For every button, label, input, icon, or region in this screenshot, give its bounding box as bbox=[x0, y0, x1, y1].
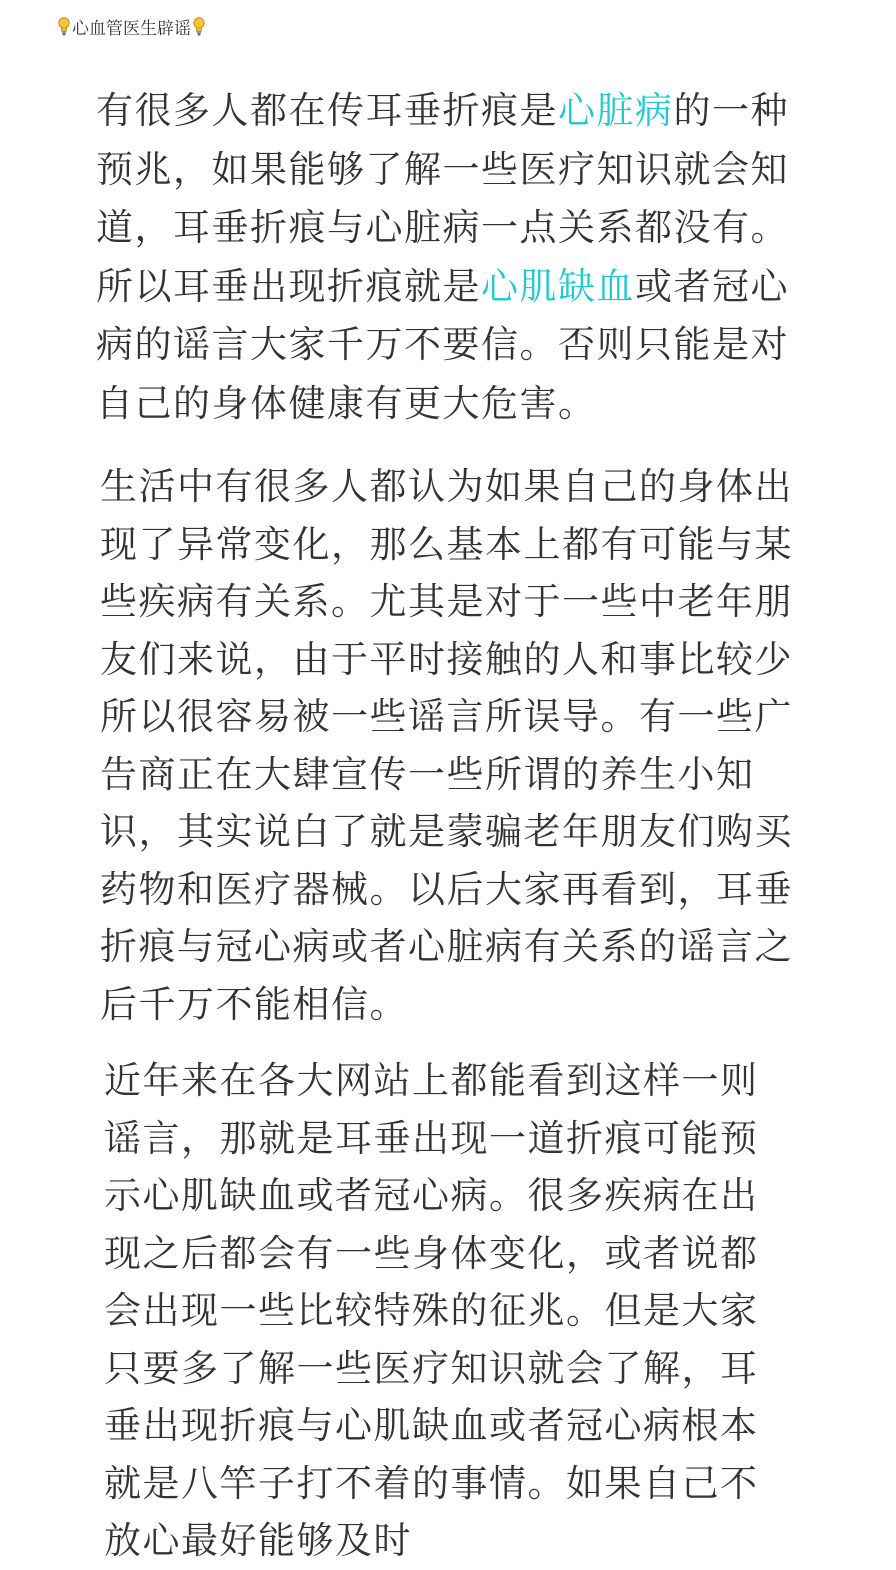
paragraph-text: 或者冠心病的谣言大家千万不要信。否则只能是对自己的身体健康有更大危害。 bbox=[96, 264, 789, 425]
paragraph-text: 有很多人都在传耳垂折痕是 bbox=[96, 89, 558, 132]
paragraph-text: 的一种预兆，如果能够了解一些医疗知识就会知道，耳垂折痕与心脏病一点关系都没有。所以耳垂出现折痕就是 bbox=[96, 89, 789, 308]
header-title: 心血管医生辟谣 bbox=[72, 18, 191, 39]
article-paragraph-3: 近年来在各大网站上都能看到这样一则谣言，那就是耳垂出现一道折痕可能预示心肌缺血或者冠心病。很多疾病在出现之后都会有一些身体变化，或者说都会出现一些比较特殊的征兆。但是大家只要多了解一些医疗知识就会了解，耳垂出现折痕与心肌缺血或者冠心病根本就是八竿子打不着的事情。如果自己不放心最好能够及时 bbox=[104, 1059, 759, 1562]
article-paragraph-2: 生活中有很多人都认为如果自己的身体出现了异常变化，那么基本上都有可能与某些疾病有关系。尤其是对于一些中老年朋友们来说，由于平时接触的人和事比较少所以很容易被一些谣言所误导。有一些广告商正在大肆宣传一些所谓的养生小知识，其实说白了就是蒙骗老年朋友们购买药物和医疗器械。以后大家再看到，耳垂折痕与冠心病或者心脏病有关系的谣言之后千万不能相信。 bbox=[100, 465, 793, 1026]
heart-disease-link[interactable]: 心脏病 bbox=[558, 89, 674, 132]
lightbulb-icon bbox=[58, 16, 70, 36]
article-paragraph-1 bbox=[96, 82, 796, 433]
lightbulb-icon bbox=[193, 16, 205, 36]
myocardial-ischemia-link[interactable]: 心肌缺血 bbox=[481, 264, 635, 308]
article-header bbox=[56, 12, 207, 40]
